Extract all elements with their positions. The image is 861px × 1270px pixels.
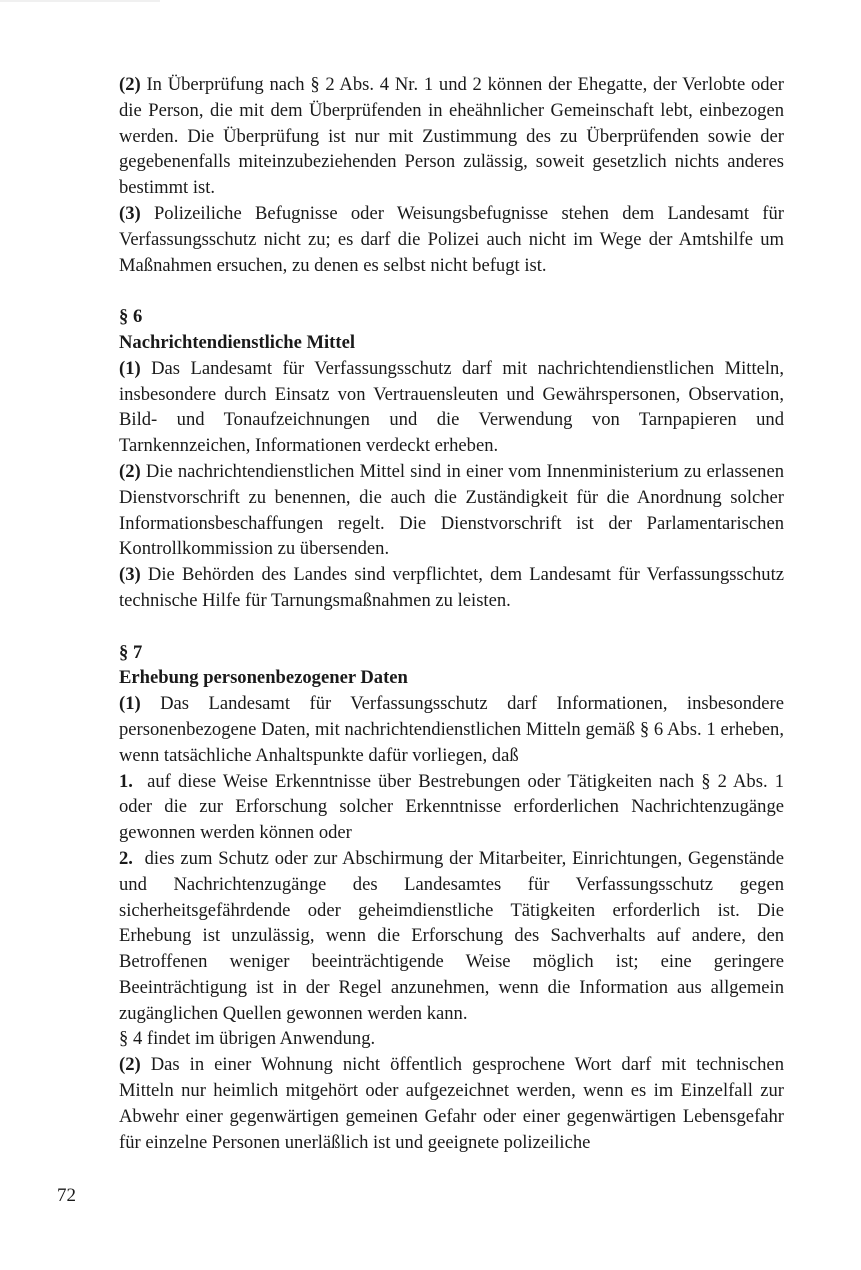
paragraph-text: Polizeiliche Befugnisse oder Weisungsbefugnisse stehen dem Landesamt für Verfassungsschutz nicht zu; es darf die Polizei auch nicht im Wege der Amtshilfe um Maßnahmen ersuchen, zu denen es selbst nicht befugt ist. [119, 202, 784, 276]
section-title: Nachrichtendienstliche Mittel [119, 331, 355, 353]
paragraph-text: Das Landesamt für Verfassungsschutz darf Informationen, insbesondere personenbezogene Daten, mit nachrichtendienstlichen Mitteln gemäß § 6 Abs. 1 erheben, wenn tatsächliche Anhaltspunkte dafür vorliegen, daß [119, 693, 784, 766]
paragraph-text: Die nachrichtendienstlichen Mittel sind in einer vom Innenministerium zu erlassenen Dienstvorschrift zu benennen, die auch die Zuständigkeit für die Anordnung solcher Informationsbeschaffungen regelt. Die Dienstvorschrift ist der Parlamentarischen Kontrollkommission zu übersenden. [119, 460, 784, 560]
section-7 [119, 640, 789, 1156]
section-number: § 6 [119, 306, 143, 328]
paragraph [119, 459, 784, 562]
paragraph-number: (1) [119, 693, 141, 715]
paragraph-text: Die Behörden des Landes sind verpflichtet, dem Landesamt für Verfassungsschutz technische Hilfe für Tarnungsmaßnahmen zu leisten. [119, 564, 784, 611]
section-6 [119, 304, 784, 614]
paragraph-text: § 4 findet im übrigen Anwendung. [119, 1028, 376, 1050]
paragraph-number: (3) [119, 202, 141, 224]
paragraph-text: Das Landesamt für Verfassungsschutz darf mit nachrichtendienstlichen Mitteln, insbesondere durch Einsatz von Vertrauensleuten und Gewährspersonen, Observation, Bild- und Tonaufzeichnungen und die Verwendung von Tarnpapieren und Tarnkennzeichen, Informationen verdeckt erheben. [119, 357, 784, 457]
paragraph-number: (2) [119, 74, 141, 95]
paragraph [119, 356, 784, 459]
paragraph-2-prev [119, 72, 784, 201]
paragraph-number: (2) [119, 460, 141, 482]
paragraph [119, 1052, 784, 1155]
page-body [119, 72, 789, 1155]
list-item [119, 769, 789, 846]
paragraph-text: In Überprüfung nach § 2 Abs. 4 Nr. 1 und 2 können der Ehegatte, der Verlobte oder die Person, die mit dem Überprüfenden in eheähnlicher Gemeinschaft lebt, einbezogen werden. Die Überprüfung ist nur mit Zustimmung des zu Überprüfenden sowie der gegebenenfalls miteinzubeziehenden Person zulässig, soweit gesetzlich nichts anderes bestimmt ist. [119, 74, 784, 199]
paragraph-3-prev [119, 201, 784, 278]
paragraph-number: (3) [119, 564, 141, 586]
paragraph-number: (2) [119, 1054, 141, 1076]
paragraph [119, 691, 784, 768]
section-title: Erhebung personenbezogener Daten [119, 667, 408, 689]
list-item [119, 846, 789, 1027]
list-item-number: 2. [119, 847, 133, 869]
paragraph [119, 1026, 784, 1052]
paragraph [119, 562, 784, 614]
section-number: § 7 [119, 641, 143, 663]
page-number: 72 [57, 1185, 76, 1206]
paragraph-number: (1) [119, 357, 141, 379]
list-item-text: auf diese Weise Erkenntnisse über Bestrebungen oder Tätigkeiten nach § 2 Abs. 1 oder die zur Erforschung solcher Erkenntnisse erforderlichen Nachrichtenzugänge gewonnen werden können oder [119, 770, 789, 844]
top-edge-rule [0, 0, 160, 2]
list-item-text: dies zum Schutz oder zur Abschirmung der Mitarbeiter, Einrichtungen, Gegenstände und Nachrichtenzugänge des Landesamtes für Verfassungsschutz gegen sicherheitsgefährdende oder geheimdienstliche Tätigkeiten erforderlich ist. Die Erhebung ist unzulässig, wenn die Erforschung des Sachverhalts auf andere, den Betroffenen weniger beeinträchtigende Weise möglich ist; eine geringere Beeinträchtigung ist in der Regel anzunehmen, wenn die Information aus allgemein zugänglichen Quellen gewonnen werden kann. [119, 847, 789, 1024]
list-item-number: 1. [119, 770, 133, 792]
paragraph-text: Das in einer Wohnung nicht öffentlich gesprochene Wort darf mit technischen Mitteln nur heimlich mitgehört oder aufgezeichnet werden, wenn es im Einzelfall zur Abwehr einer gegenwärtigen gemeinen Gefahr oder einer gegenwärtigen Lebensgefahr für einzelne Personen unerläßlich ist und geeignete polizeiliche [119, 1054, 784, 1153]
